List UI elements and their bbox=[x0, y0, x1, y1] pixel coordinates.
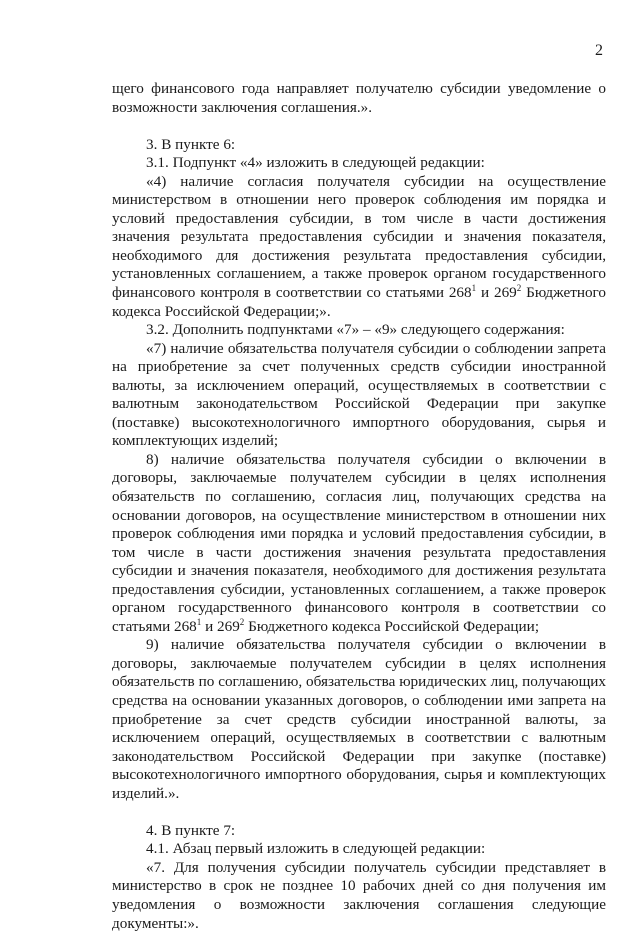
superscript: 1 bbox=[471, 282, 477, 293]
page-number: 2 bbox=[595, 42, 603, 59]
paragraph-text: 4.1. Абзац первый изложить в следующей редакции: bbox=[146, 840, 486, 858]
superscript: 2 bbox=[239, 616, 245, 627]
paragraph-subitem-7 bbox=[112, 340, 606, 451]
paragraph-item-4-1 bbox=[112, 840, 606, 859]
paragraph-item-4-heading bbox=[112, 822, 606, 841]
superscript: 2 bbox=[516, 282, 522, 293]
paragraph-text: 3.2. Дополнить подпунктами «7» – «9» следующего содержания: bbox=[146, 321, 565, 339]
paragraph-item-3-heading bbox=[112, 136, 606, 155]
paragraph-text: 3. В пункте 6: bbox=[146, 135, 236, 153]
paragraph-text: «4) наличие согласия получателя субсидии на осуществление министерством в отношении него проверок соблюдения им порядка и условий предоставления субсидии, в том числе в части достижения значения результата предоставления субсидии и значения показателя, необходимого для достижения результата предоставления субсидии, установленных соглашением, а также проверок органом государственного финансового контроля в соответствии со статьями 268 bbox=[112, 172, 606, 301]
paragraph-text: 9) наличие обязательства получателя субсидии о включении в договоры, заключаемые получателем субсидии в целях исполнения обязательств по соглашению, обязательства юридических лиц, получающих средства на основании указанных договоров, о соблюдении ими запрета на приобретение за счет средств субсидии иностранной валюты, за исключением операций, осуществляемых в соответствии с валютным законодательством Российской Федерации при закупке (поставке) высокотехнологичного импортного оборудования, сырья и комплектующих изделий.». bbox=[112, 636, 606, 802]
paragraph-text: Бюджетного кодекса Российской Федерации; bbox=[244, 617, 540, 635]
document-body bbox=[112, 80, 606, 933]
paragraph-text: и 269 bbox=[201, 617, 240, 635]
paragraph-text: «7. Для получения субсидии получатель субсидии представляет в министерство в срок не позднее 10 рабочих дней со дня получения им уведомления о возможности заключения соглашения следующие документы:». bbox=[112, 858, 606, 932]
paragraph-subitem-8 bbox=[112, 451, 606, 636]
paragraph-subitem-4 bbox=[112, 173, 606, 321]
paragraph-item-3-1 bbox=[112, 154, 606, 173]
paragraph-text: 8) наличие обязательства получателя субсидии о включении в договоры, заключаемые получателем субсидии в целях исполнения обязательств по соглашению, согласия лиц, получающих средства на основании договоров, на осуществление министерством в отношении них проверок соблюдения ими порядка и условий предоставления субсидии, в том числе в части достижения значения результата предоставления субсидии и значения показателя, необходимого для достижения результата предоставления субсидии, установленных соглашением, а также проверок органом государственного финансового контроля в соответствии со статьями 268 bbox=[112, 450, 606, 635]
paragraph-text: щего финансового года направляет получателю субсидии уведомление о возможности заключения соглашения.». bbox=[112, 80, 606, 116]
paragraph-item-3-2 bbox=[112, 321, 606, 340]
paragraph-text: 4. В пункте 7: bbox=[146, 821, 236, 839]
paragraph-text: и 269 bbox=[476, 283, 517, 301]
paragraph-text: «7) наличие обязательства получателя субсидии о соблюдении запрета на приобретение за счет полученных средств субсидии иностранной валюты, за исключением операций, осуществляемых в соответствии с валютным законодательством Российской Федерации при закупке (поставке) высокотехнологичного импортного оборудования, сырья и комплектующих изделий; bbox=[112, 339, 606, 450]
paragraph-text: 3.1. Подпункт «4» изложить в следующей редакции: bbox=[146, 154, 485, 172]
superscript: 1 bbox=[196, 616, 202, 627]
paragraph-item-7-text bbox=[112, 859, 606, 933]
paragraph-continuation bbox=[112, 80, 606, 117]
paragraph-subitem-9 bbox=[112, 636, 606, 803]
paragraph-text: Бюджетного кодекса Российской Федерации;». bbox=[112, 283, 606, 320]
